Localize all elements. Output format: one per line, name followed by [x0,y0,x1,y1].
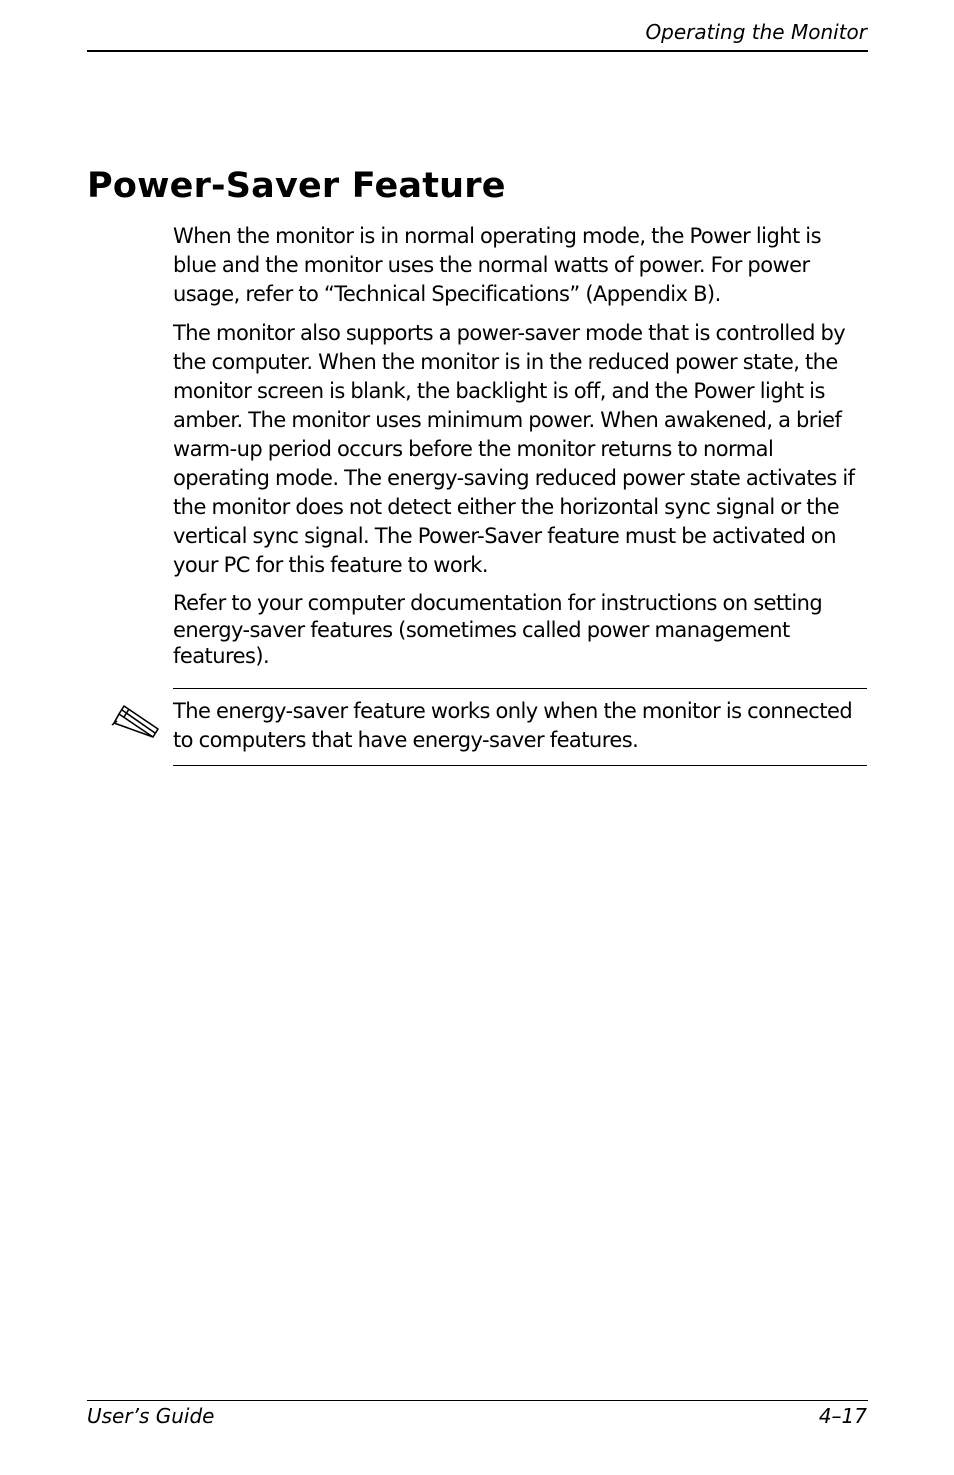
note-bottom-rule [173,765,867,766]
paragraph-normal-mode: When the monitor is in normal operating mode, the Power light is blue and the monitor uses the normal watts of power. For power usage, refer to “Technical Specifications” (Appendix B). [173,224,821,306]
section-title: Power-Saver Feature [87,166,506,206]
header-rule [87,50,868,52]
pencil-icon [111,702,161,742]
footer-rule [87,1400,868,1401]
page-number: 4–17 [818,1404,867,1428]
section-body [173,222,867,680]
running-header: Operating the Monitor [645,20,867,44]
paragraph-power-saver-mode: The monitor also supports a power-saver mode that is controlled by the computer. When the monitor is in the reduced power state, the monitor screen is blank, the backlight is off, and the Power light is amber. The monitor uses minimum power. When awakened, a brief warm-up period occurs before the monitor returns to normal operating mode. The energy-saving reduced power state activates if the monitor does not detect either the horizontal sync signal or the vertical sync signal. The Power-Saver feature must be activated on your PC for this feature to work. [173,321,855,577]
paragraph-computer-documentation: Refer to your computer documentation for instructions on setting energy-saver features (sometimes called power management features). [173,591,823,668]
note-text: The energy-saver feature works only when the monitor is connected to computers that have energy-saver features. [173,699,853,752]
note-box [173,688,867,766]
footer-guide-title: User’s Guide [87,1404,215,1428]
